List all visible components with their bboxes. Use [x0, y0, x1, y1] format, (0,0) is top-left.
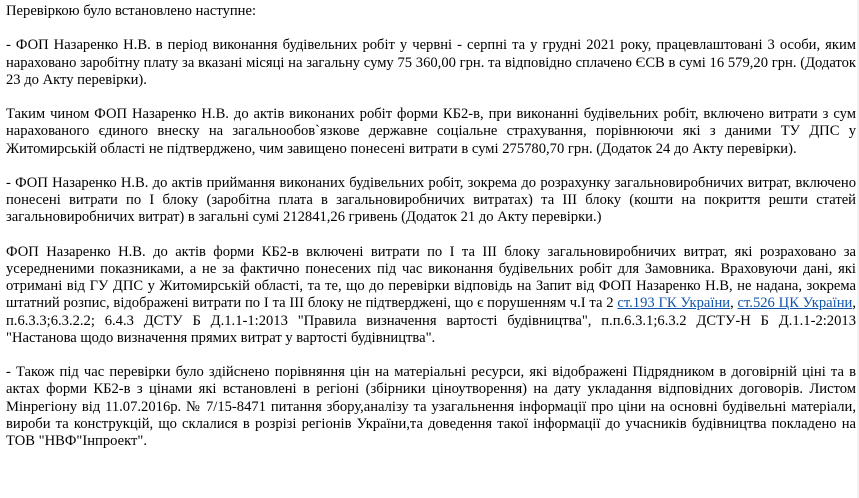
paragraph-gap [6, 20, 856, 37]
paragraph-gap [6, 158, 856, 175]
paragraph-material-prices: - Також під час перевірки було здійснено порівняння цін на матеріальні ресурси, які відображені Підрядником в договірній ціні та в актах форми КБ2-в з цінами які встановлені в регіоні (збірники ціноутворення) на дату укладання відповідних договорів. Листом Мінрегіону від 11.07.2016р. № 7/15-8471 питання збору,аналізу та узагальнення інформації про ціни на основні будівельні матеріали, вироби та конструкцій, що склалися в розрізі регіонів України,та доведення такої інформації до учасників будівництва покладено на ТОВ "НВФ"Інпроект". [6, 364, 856, 449]
paragraph-gap [6, 347, 856, 364]
link-civil-code-article-526[interactable]: ст.526 ЦК України [737, 295, 853, 312]
link-separator: , [730, 295, 738, 312]
paragraph-violation [6, 244, 856, 347]
paragraph-gap [6, 227, 856, 244]
link-commercial-code-article-193[interactable]: ст.193 ГК України [617, 295, 731, 312]
violation-text-start: ФОП Назаренко Н.В. до актів форми КБ2-в включені витрати по І та ІІІ блоку загальновиробничих витрат, які розраховано за усередненими показниками, а не за фактично понесених під час виконання будівельних робіт для Замовника. Враховуючи дані, які отримані від ГУ ДПС у Житомирській області, та те, що до перевірки відповідь на Запит від ФОП Назаренко Н.В, не надана, зокрема штатний розпис, відображені витрати по І та ІІІ блоку не підтверджені, що є порушенням ч.І та 2 [6, 243, 856, 312]
paragraph-social-contribution: Таким чином ФОП Назаренко Н.В. до актів виконаних робіт форми КБ2-в, при виконанні будівельних робіт, включено витрати з сум нарахованого єдиного внеску на загальнообов`язкове державне соціальне страхування, порівнюючи які з даними ТУ ДПС у Житомирській області не підтверджено, чим завищено понесені витрати в сумі 275780,70 грн. (Додаток 24 до Акту перевірки). [6, 106, 856, 157]
violation-text-end: , п.6.3.3;6.3.2.2; 6.4.3 ДСТУ Б Д.1.1-1:2013 "Правила визначення вартості будівництва", п.п.6.3.1;6.3.2 ДСТУ-Н Б Д.1.1-2:2013 "Настанова щодо визначення прямих витрат у вартості будівництва". [6, 295, 856, 346]
document-body [6, 3, 856, 450]
paragraph-overhead-costs: - ФОП Назаренко Н.В. до актів приймання виконаних будівельних робіт, зокрема до розрахунку загальновиробничих витрат, включено понесені витрати по І блоку (заробітна плата в загальновиробничих витратах) та ІІІ блоку (кошти на покриття решти статей загальновиробничих витрат) в загальні сумі 212841,26 гривень (Додаток 21 до Акту перевірки.) [6, 174, 856, 226]
paragraph-employees-salary: - ФОП Назаренко Н.В. в період виконання будівельних робіт у червні - серпні та у грудні 2021 року, працевлаштовані 3 особи, яким нараховано заробітну плату за вказані місяці на загальну суму 75 360,00 грн. та відповідно сплачено ЄСВ в сумі 16 579,20 грн. (Додаток 23 до Акту перевірки). [6, 37, 856, 88]
paragraph-gap [6, 89, 856, 106]
intro-line: Перевіркою було встановлено наступне: [6, 3, 257, 19]
